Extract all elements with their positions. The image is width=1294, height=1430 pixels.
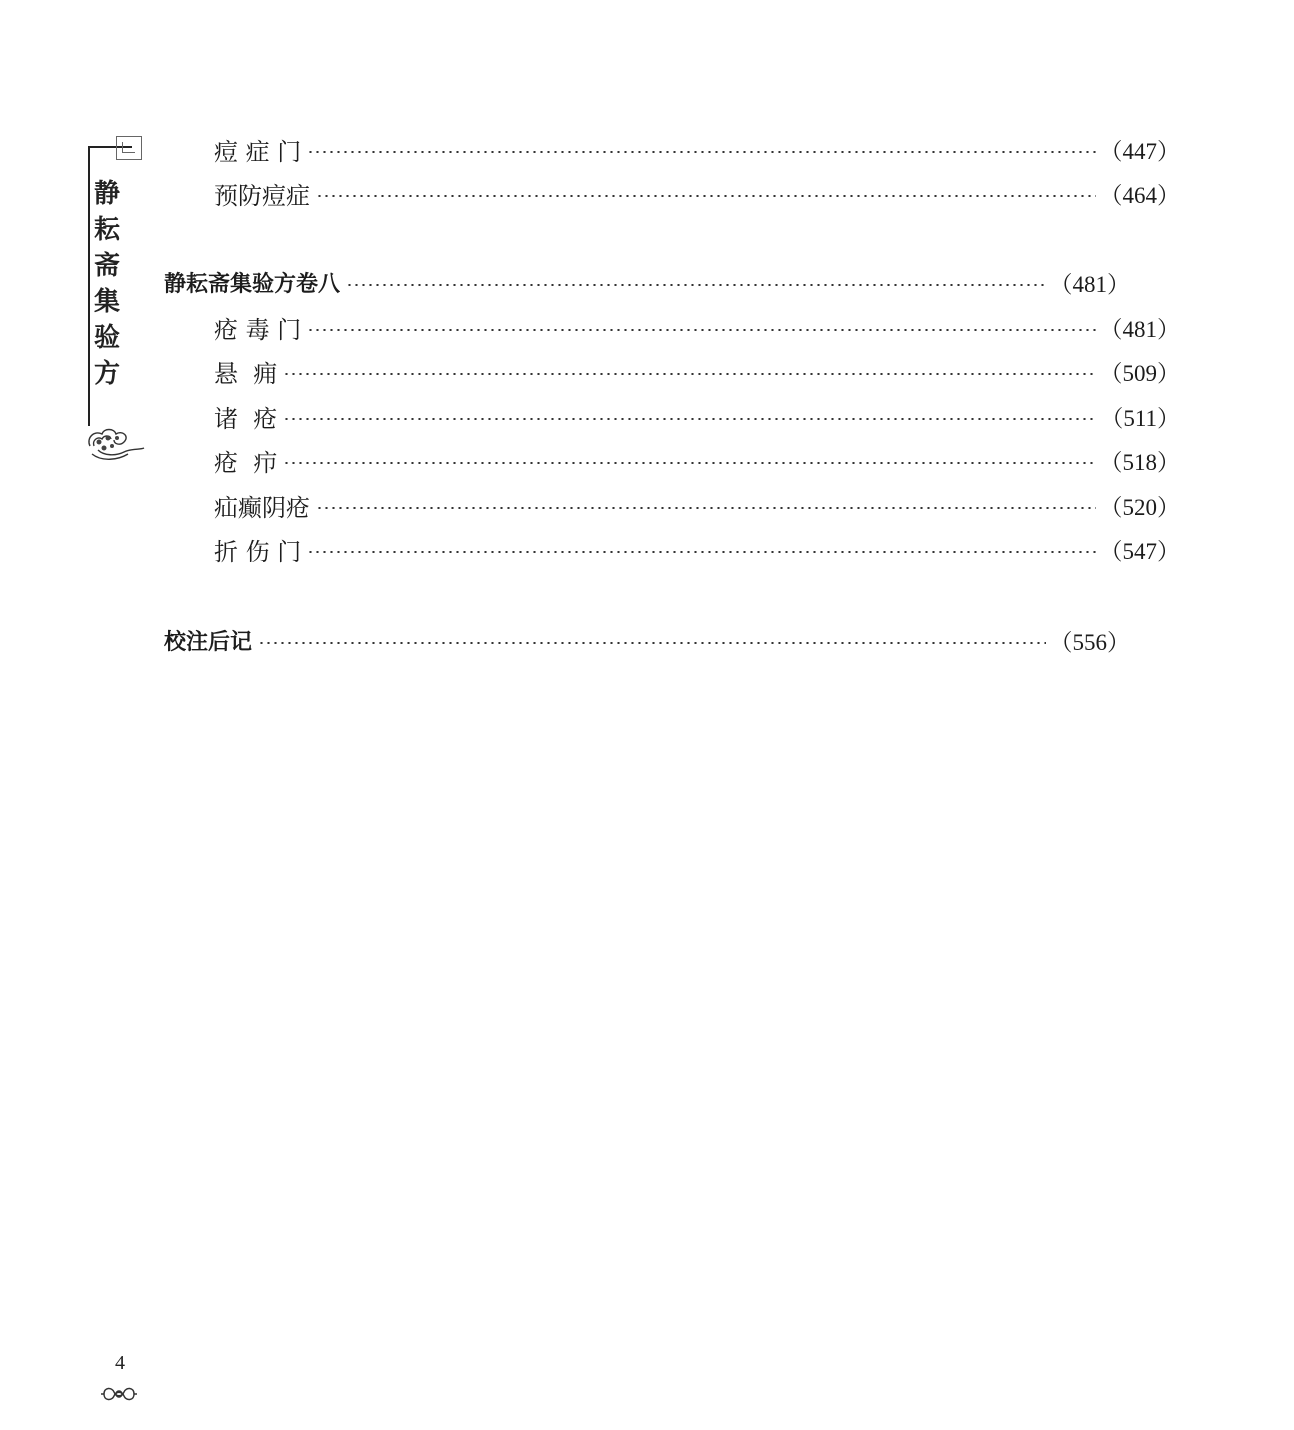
page-number: 4 [115, 1352, 125, 1374]
toc-entry-page: （481） [1099, 316, 1180, 342]
toc-entry-page: （547） [1099, 538, 1180, 564]
dot-leader [346, 284, 1045, 286]
dot-leader [307, 329, 1095, 331]
dot-leader [307, 551, 1095, 553]
toc-entry-title: 预防痘症 [214, 181, 310, 210]
toc-entry[interactable] [0, 351, 1294, 391]
toc-chapter-title: 校注后记 [164, 629, 253, 655]
toc-entry[interactable] [0, 129, 1294, 169]
toc-entry[interactable] [0, 440, 1294, 480]
knot-ornament-icon [100, 1382, 138, 1406]
dot-leader [283, 373, 1095, 375]
toc-entry-page: （509） [1099, 360, 1180, 386]
toc-chapter-entry[interactable] [0, 262, 1244, 302]
toc-entry-page: （481） [1049, 271, 1130, 297]
toc-entry-title: 折 伤 门 [214, 537, 302, 566]
toc-entry[interactable] [0, 485, 1294, 525]
dot-leader [283, 418, 1096, 420]
toc-entry[interactable] [0, 396, 1294, 436]
toc-entry[interactable] [0, 307, 1294, 347]
toc-entry-title: 悬 痈 [214, 359, 278, 388]
toc-entry-page: （556） [1049, 629, 1130, 655]
toc-entry-title: 疮 疖 [214, 448, 278, 477]
dot-leader [283, 462, 1095, 464]
toc-entry-title: 疮 毒 门 [214, 315, 302, 344]
toc-entry-title: 疝癫阴疮 [214, 493, 310, 522]
toc-entry-page: （520） [1099, 494, 1180, 520]
side-book-title: 静耘斋集验方 [93, 179, 120, 389]
toc-entry-page: （447） [1099, 138, 1180, 164]
toc-chapter-entry[interactable] [0, 620, 1244, 660]
dot-leader [307, 151, 1095, 153]
toc-entry-title: 痘 症 门 [214, 137, 302, 166]
toc-entry[interactable] [0, 173, 1294, 213]
dot-leader [316, 507, 1096, 509]
toc-entry-page: （511） [1100, 405, 1180, 431]
toc-chapter-title: 静耘斋集验方卷八 [164, 271, 341, 297]
dot-leader [316, 195, 1096, 197]
toc-entry-page: （518） [1099, 449, 1180, 475]
toc-entry[interactable] [0, 529, 1294, 569]
dot-leader [258, 642, 1045, 644]
toc-entry-title: 诸 疮 [214, 404, 278, 433]
toc-entry-page: （464） [1099, 182, 1180, 208]
